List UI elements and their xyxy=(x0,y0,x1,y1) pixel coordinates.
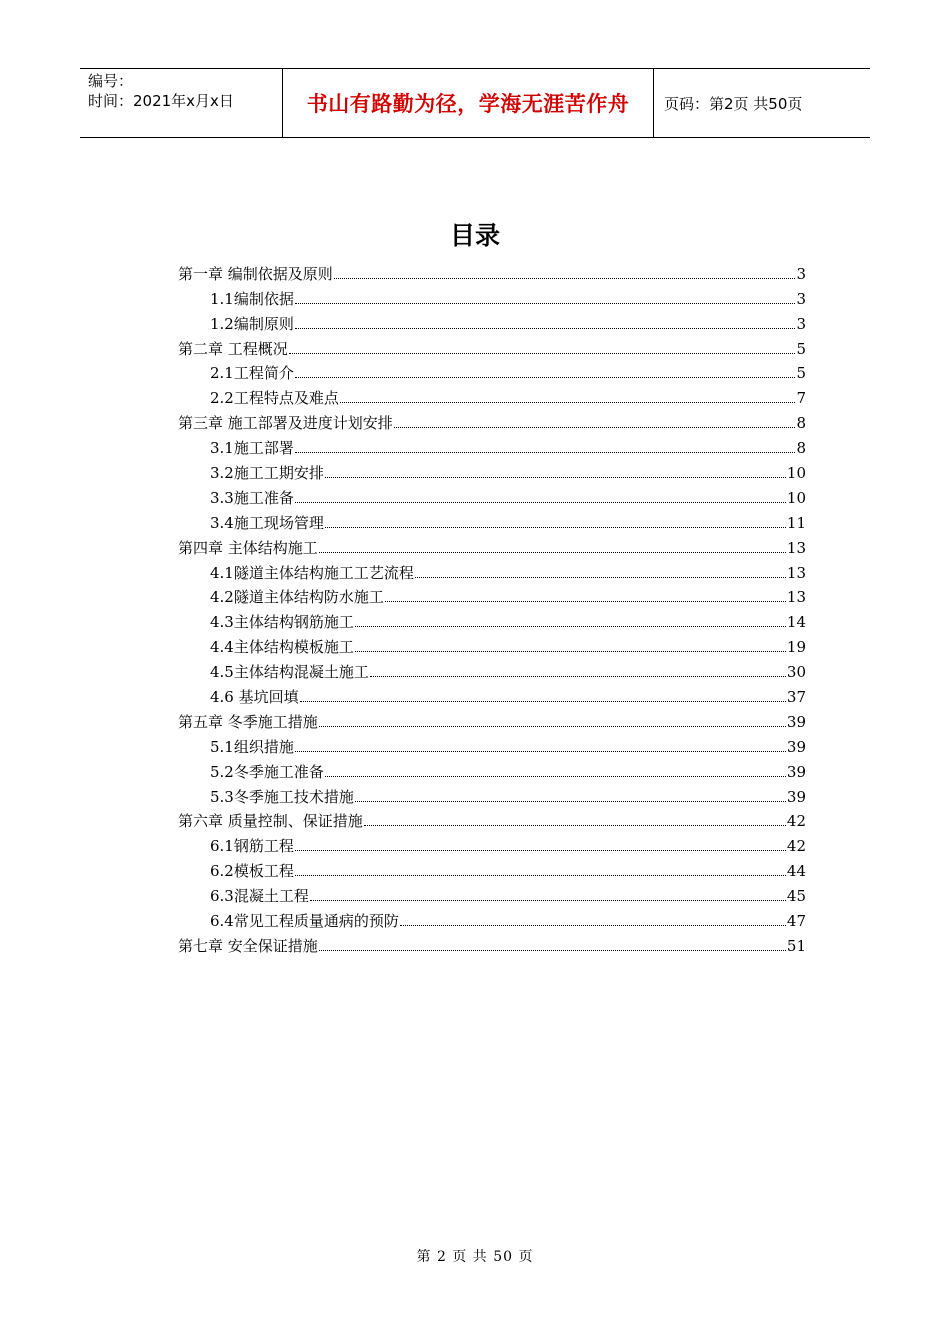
toc-entry-page: 3 xyxy=(796,314,806,333)
toc-entry-page: 8 xyxy=(796,414,806,433)
toc-dot-leader xyxy=(295,302,796,304)
toc-dot-leader xyxy=(295,874,786,876)
toc-entry-label: 5.3冬季施工技术措施 xyxy=(210,787,354,806)
toc-dot-leader xyxy=(300,700,786,702)
toc-entry-page: 13 xyxy=(786,538,806,557)
toc-entry-label: 1.1编制依据 xyxy=(210,289,294,308)
toc-entry[interactable] xyxy=(178,532,806,557)
toc-entry[interactable] xyxy=(178,582,806,607)
toc-entry-page: 37 xyxy=(786,688,806,707)
toc-entry[interactable] xyxy=(178,432,806,457)
toc-entry[interactable] xyxy=(178,806,806,831)
toc-entry-label: 2.1工程简介 xyxy=(210,364,294,383)
toc-dot-leader xyxy=(370,675,786,677)
toc-entry-page: 39 xyxy=(786,737,806,756)
toc-dot-leader xyxy=(325,526,786,528)
toc-entry[interactable] xyxy=(178,606,806,631)
header-left-cell xyxy=(80,69,282,137)
toc-dot-leader xyxy=(325,775,786,777)
toc-entry[interactable] xyxy=(178,407,806,432)
toc-entry-label: 3.2施工工期安排 xyxy=(210,464,324,483)
toc-entry[interactable] xyxy=(178,308,806,333)
toc-entry-page: 10 xyxy=(786,488,806,507)
toc-entry-label: 6.2模板工程 xyxy=(210,862,294,881)
toc-dot-leader xyxy=(334,277,796,279)
toc-entry-label: 第二章 工程概况 xyxy=(178,339,288,358)
toc-entry-label: 3.1施工部署 xyxy=(210,439,294,458)
toc-dot-leader xyxy=(289,352,796,354)
toc-entry[interactable] xyxy=(178,507,806,532)
toc-entry-label: 4.1隧道主体结构施工工艺流程 xyxy=(210,563,414,582)
toc-entry-page: 39 xyxy=(786,762,806,781)
toc-entry-label: 6.3混凝土工程 xyxy=(210,887,309,906)
toc-entry-label: 6.1钢筋工程 xyxy=(210,837,294,856)
toc-entry-page: 8 xyxy=(796,439,806,458)
toc-entry-label: 1.2编制原则 xyxy=(210,314,294,333)
toc-entry-label: 3.3施工准备 xyxy=(210,488,294,507)
toc-entry-page: 11 xyxy=(786,513,806,532)
toc-entry[interactable] xyxy=(178,930,806,955)
page-header xyxy=(80,68,870,138)
toc-entry-page: 30 xyxy=(786,663,806,682)
toc-dot-leader xyxy=(295,849,786,851)
toc-entry-page: 42 xyxy=(786,812,806,831)
header-motto: 书山有路勤为径，学海无涯苦作舟 xyxy=(306,92,630,116)
page-footer: 第 2 页 共 50 页 xyxy=(416,1249,534,1265)
toc-entry-label: 3.4施工现场管理 xyxy=(210,513,324,532)
toc-entry-label: 第四章 主体结构施工 xyxy=(178,538,318,557)
toc-dot-leader xyxy=(295,376,796,378)
toc-entry[interactable] xyxy=(178,681,806,706)
toc-entry-page: 51 xyxy=(786,936,806,955)
toc-entry[interactable] xyxy=(178,457,806,482)
toc-dot-leader xyxy=(295,750,786,752)
toc-entry-page: 5 xyxy=(796,364,806,383)
toc-entry-label: 第五章 冬季施工措施 xyxy=(178,712,318,731)
header-page-cell xyxy=(654,69,870,137)
toc-entry[interactable] xyxy=(178,283,806,308)
toc-dot-leader xyxy=(325,476,786,478)
toc-entry[interactable] xyxy=(178,258,806,283)
toc-dot-leader xyxy=(310,899,786,901)
toc-entry-page: 47 xyxy=(786,912,806,931)
toc-dot-leader xyxy=(295,327,796,329)
toc-entry-label: 6.4常见工程质量通病的预防 xyxy=(210,912,399,931)
toc-entry[interactable] xyxy=(178,482,806,507)
toc-dot-leader xyxy=(415,576,786,578)
header-page-info: 页码：第2页 共50页 xyxy=(664,94,803,113)
toc-dot-leader xyxy=(355,625,786,627)
toc-entry-page: 39 xyxy=(786,787,806,806)
toc-entry-label: 4.2隧道主体结构防水施工 xyxy=(210,588,384,607)
toc-entry-label: 第七章 安全保证措施 xyxy=(178,936,318,955)
toc-entry-label: 2.2工程特点及难点 xyxy=(210,389,339,408)
toc-entry-page: 10 xyxy=(786,464,806,483)
table-of-contents xyxy=(178,258,806,955)
toc-dot-leader xyxy=(364,824,786,826)
toc-entry[interactable] xyxy=(178,706,806,731)
toc-entry-page: 45 xyxy=(786,887,806,906)
toc-entry[interactable] xyxy=(178,557,806,582)
toc-entry-label: 4.3主体结构钢筋施工 xyxy=(210,613,354,632)
toc-dot-leader xyxy=(319,949,786,951)
toc-entry-page: 42 xyxy=(786,837,806,856)
toc-entry-label: 5.1组织措施 xyxy=(210,737,294,756)
toc-entry[interactable] xyxy=(178,631,806,656)
toc-dot-leader xyxy=(295,451,796,453)
toc-dot-leader xyxy=(385,600,786,602)
toc-entry-label: 4.5主体结构混凝土施工 xyxy=(210,663,369,682)
toc-entry-page: 39 xyxy=(786,712,806,731)
date-label: 时间：2021年x月x日 xyxy=(88,92,234,110)
toc-entry[interactable] xyxy=(178,756,806,781)
toc-entry-page: 19 xyxy=(786,638,806,657)
toc-dot-leader xyxy=(394,426,796,428)
toc-entry-page: 13 xyxy=(786,588,806,607)
toc-entry-page: 3 xyxy=(796,289,806,308)
toc-entry[interactable] xyxy=(178,905,806,930)
toc-dot-leader xyxy=(400,924,786,926)
toc-entry[interactable] xyxy=(178,382,806,407)
toc-entry[interactable] xyxy=(178,855,806,880)
toc-entry-page: 44 xyxy=(786,862,806,881)
toc-dot-leader xyxy=(355,800,786,802)
toc-entry-page: 7 xyxy=(796,389,806,408)
toc-entry[interactable] xyxy=(178,830,806,855)
number-label: 编号： xyxy=(88,72,134,90)
toc-dot-leader xyxy=(355,650,786,652)
toc-title: 目录 xyxy=(449,221,500,250)
toc-dot-leader xyxy=(340,401,796,403)
toc-entry-page: 14 xyxy=(786,613,806,632)
toc-entry[interactable] xyxy=(178,333,806,358)
toc-entry-label: 第一章 编制依据及原则 xyxy=(178,264,333,283)
toc-entry-label: 4.6 基坑回填 xyxy=(210,688,299,707)
toc-entry[interactable] xyxy=(178,781,806,806)
toc-entry-page: 13 xyxy=(786,563,806,582)
toc-entry[interactable] xyxy=(178,880,806,905)
toc-entry-page: 3 xyxy=(796,264,806,283)
toc-entry-page: 5 xyxy=(796,339,806,358)
toc-entry[interactable] xyxy=(178,731,806,756)
toc-entry[interactable] xyxy=(178,358,806,383)
toc-entry-label: 4.4主体结构模板施工 xyxy=(210,638,354,657)
toc-entry-label: 第三章 施工部署及进度计划安排 xyxy=(178,414,393,433)
toc-entry-label: 5.2冬季施工准备 xyxy=(210,762,324,781)
toc-entry-label: 第六章 质量控制、保证措施 xyxy=(178,812,363,831)
toc-entry[interactable] xyxy=(178,656,806,681)
header-motto-cell xyxy=(282,69,654,137)
toc-dot-leader xyxy=(295,501,786,503)
toc-dot-leader xyxy=(319,551,786,553)
toc-dot-leader xyxy=(319,725,786,727)
